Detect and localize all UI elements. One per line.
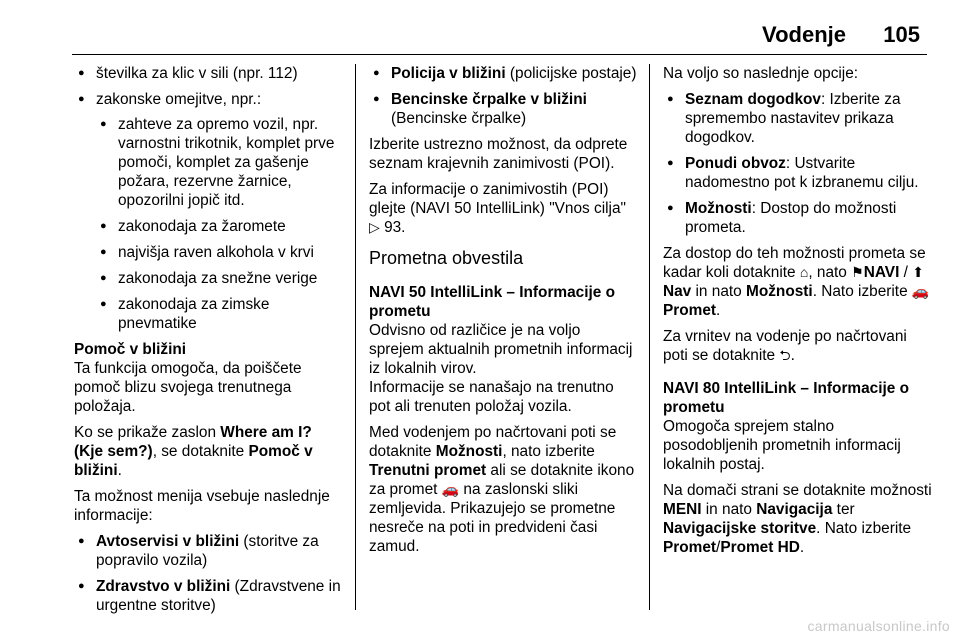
list-item: ● Ponudi obvoz: Ustvarite nadomestno pot k izbranemu cilju.	[663, 154, 933, 192]
car-icon: 🚗	[911, 283, 930, 299]
car-icon: 🚗	[441, 481, 460, 497]
paragraph: Za dostop do teh možnosti prometa se kadar koli dotaknite ⌂, nato ⚑NAVI / ⬆Nav in nato Možnosti. Nato izberite 🚗Promet.	[663, 245, 930, 319]
page-title: Vodenje	[762, 22, 846, 47]
paragraph: Informacije se nanašajo na trenutno pot ali trenuten položaj vozila.	[369, 379, 614, 415]
paragraph: Ko se prikaže zaslon Where am I? (Kje sem?), se dotaknite Pomoč v bližini.	[74, 424, 313, 479]
list-item: ● najvišja raven alkohola v krvi	[96, 243, 344, 262]
person-icon: ⬆	[912, 264, 924, 280]
home-icon: ⌂	[799, 264, 809, 280]
paragraph: Med vodenjem po načrtovani poti se dotaknite Možnosti, nato izberite Trenutni promet ali se dotaknite ikono za promet 🚗 na zaslonski sliki zemljevida. Prikazujejo se prometne nesreče na poti in predvideni časi zamud.	[369, 424, 635, 555]
list-item: ● Seznam dogodkov: Izberite za spremembo nastavitev prikaza dogodkov.	[663, 90, 933, 147]
bullet-list	[74, 64, 344, 333]
list-item: ● zakonodaja za snežne verige	[96, 269, 344, 288]
column-divider	[355, 64, 356, 610]
bullet-list	[74, 532, 344, 615]
column-3	[663, 64, 933, 564]
list-item: ● zakonodaja za žaromete	[96, 217, 344, 236]
bullet-list	[369, 64, 637, 128]
page-number: 105	[883, 22, 920, 47]
list-item: ● Zdravstvo v bližini (Zdravstvene in urgentne storitve)	[74, 577, 344, 615]
column-2	[369, 64, 637, 563]
footer-watermark: carmanualsonline.info	[807, 618, 950, 634]
section-heading: Prometna obvestila	[369, 248, 524, 268]
flag-icon: ⚑	[851, 264, 864, 280]
subsection-heading: NAVI 80 IntelliLink – Informacije o prometu	[663, 380, 910, 416]
list-item: ● zakonodaja za zimske pnevmatike	[96, 295, 344, 333]
list-item: ● zakonske omejitve, npr.: ● zahteve za opremo vozil, npr. varnostni trikotnik, komplet prve pomoči, komplet za gašenje požara, rezervne žarnice, opozorilni jopič itd. ● zakonodaja za žaromete ● najvišja raven alkohola v krvi ● zakonodaja za snežne verige ● zakonodaja za zimske pnevmatike	[74, 90, 344, 333]
list-item: ● Avtoservisi v bližini (storitve za popravilo vozila)	[74, 532, 344, 570]
list-item: ● Policija v bližini (policijske postaje)	[369, 64, 637, 83]
paragraph: Izberite ustrezno možnost, da odprete seznam krajevnih zanimivosti (POI).	[369, 136, 628, 172]
section-heading: Pomoč v bližini	[74, 341, 187, 358]
list-item: ● zahteve za opremo vozil, npr. varnostni trikotnik, komplet prve pomoči, komplet za gašenje požara, rezervne žarnice, opozorilni jopič itd.	[96, 115, 344, 210]
paragraph: Odvisno od različice je na voljo sprejem aktualnih prometnih informacij iz lokalnih virov.	[369, 322, 633, 377]
paragraph: Na domači strani se dotaknite možnosti MENI in nato Navigacija ter Navigacijske storitve. Nato izberite Promet/Promet HD.	[663, 482, 932, 556]
paragraph: Ta možnost menija vsebuje naslednje informacije:	[74, 488, 330, 524]
subsection-heading: NAVI 50 IntelliLink – Informacije o prometu	[369, 284, 616, 320]
paragraph: Za vrnitev na vodenje po načrtovani poti se dotaknite ⮌.	[663, 328, 907, 364]
bullet-list	[663, 90, 933, 237]
list-item: ● številka za klic v sili (npr. 112)	[74, 64, 344, 83]
list-item: ● Bencinske črpalke v bližini (Bencinske črpalke)	[369, 90, 637, 128]
column-divider	[649, 64, 650, 610]
triangle-ref-icon: ▷	[369, 219, 380, 235]
paragraph: Omogoča sprejem stalno posodobljenih prometnih informacij lokalnih postaj.	[663, 418, 901, 473]
paragraph: Ta funkcija omogoča, da poiščete pomoč blizu svojega trenutnega položaja.	[74, 360, 302, 415]
list-item: ● Možnosti: Dostop do možnosti prometa.	[663, 199, 933, 237]
back-arrow-icon: ⮌	[779, 347, 791, 363]
header-rule	[72, 54, 927, 55]
sub-list	[96, 115, 344, 333]
column-1	[74, 64, 344, 622]
paragraph: Na voljo so naslednje opcije:	[663, 65, 859, 82]
paragraph: Za informacije o zanimivostih (POI) glejte (NAVI 50 IntelliLink) "Vnos cilja" ▷ 93.	[369, 181, 627, 236]
page-header	[0, 14, 960, 54]
